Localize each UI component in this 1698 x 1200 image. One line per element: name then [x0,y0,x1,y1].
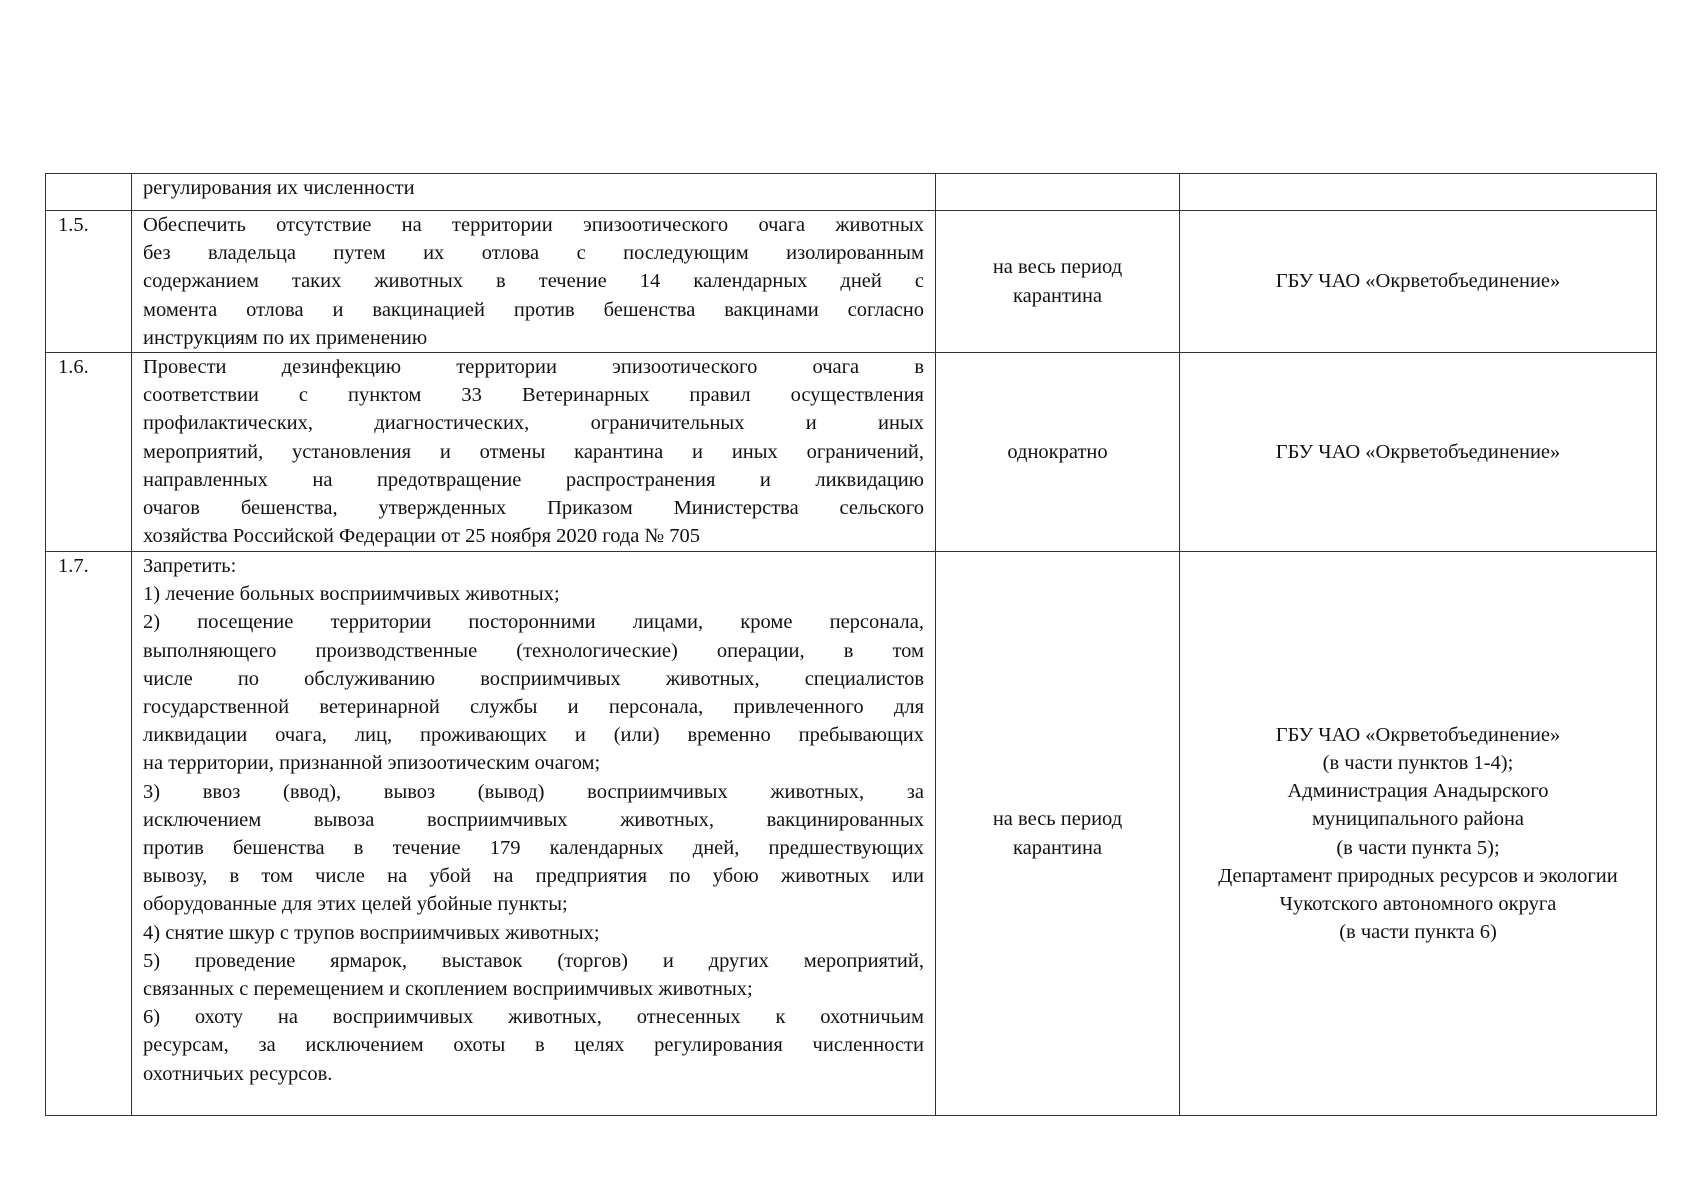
text-line: момента отлова и вакцинацией против бешенства вакцинами согласно [143,298,924,321]
measure-text [132,211,936,353]
responsible-line: муниципального района [1311,808,1525,831]
text-line: без владельца путем их отлова с последующим изолированным [143,242,924,265]
period-line: карантина [1012,284,1103,307]
period-line: однократно [1007,440,1108,463]
row-number: 1.6. [46,353,132,552]
responsible-line: Департамент природных ресурсов и экологии [1218,864,1618,887]
responsible-line: ГБУ ЧАО «Окрветобъединение» [1275,270,1561,293]
text-line: 3) ввоз (ввод), вывоз (вывод) восприимчивых животных, за [143,780,924,803]
responsible-line: ГБУ ЧАО «Окрветобъединение» [1275,440,1561,463]
responsible-line: (в части пункта 6) [1339,921,1497,944]
text-line: 1) лечение больных восприимчивых животных; [143,583,560,606]
text-line: мероприятий, установления и отмены карантина и иных ограничений, [143,440,924,463]
text-line: 5) проведение ярмарок, выставок (торгов) и других мероприятий, [143,949,924,972]
text-line: государственной ветеринарной службы и персонала, привлеченного для [143,696,924,719]
responsible-line: ГБУ ЧАО «Окрветобъединение» [1275,723,1561,746]
period-cell [936,211,1180,353]
text-line: связанных с перемещением и скоплением восприимчивых животных; [143,978,753,1001]
responsible-cell [1180,211,1657,353]
period-line: на весь период [992,256,1123,279]
text-line: выполняющего производственные (технологические) операции, в том [143,639,924,662]
measure-text [132,552,936,1116]
responsible-line: Администрация Анадырского [1287,780,1549,803]
period-cell [936,174,1180,211]
text-line: 6) охоту на восприимчивых животных, отнесенных к охотничьим [143,1006,924,1029]
period-cell [936,552,1180,1116]
text-line: охотничьих ресурсов. [143,1062,333,1085]
responsible-line: (в части пункта 5); [1336,836,1500,859]
text-line: хозяйства Российской Федерации от 25 ноября 2020 года № 705 [143,525,700,548]
responsible-cell [1180,552,1657,1116]
text-line: Провести дезинфекцию территории эпизоотического очага в [143,356,924,379]
text-line: вывозу, в том числе на убой на предприятия по убою животных или [143,865,924,888]
row-number [46,174,132,211]
text-line: регулирования их численности [143,177,415,199]
responsible-cell [1180,353,1657,552]
row-number: 1.7. [46,552,132,1116]
period-line: на весь период [992,808,1123,831]
text-line: 4) снятие шкур с трупов восприимчивых животных; [143,921,600,944]
responsible-line: (в части пунктов 1-4); [1322,751,1514,774]
responsible-line: Чукотского автономного округа [1279,892,1557,915]
text-line: оборудованные для этих целей убойные пункты; [143,893,568,916]
text-line: исключением вывоза восприимчивых животных, вакцинированных [143,808,924,831]
text-line: содержанием таких животных в течение 14 календарных дней с [143,270,924,293]
table-row [46,552,1657,1116]
text-line: на территории, признанной эпизоотическим очагом; [143,752,601,775]
text-line: направленных на предотвращение распространения и ликвидацию [143,468,924,491]
measures-table [45,173,1657,1116]
row-number: 1.5. [46,211,132,353]
table-row [46,211,1657,353]
period-cell [936,353,1180,552]
text-line: числе по обслуживанию восприимчивых животных, специалистов [143,667,924,690]
period-line: карантина [1012,836,1103,859]
text-line: 2) посещение территории посторонними лицами, кроме персонала, [143,611,924,634]
text-line: профилактических, диагностических, ограничительных и иных [143,412,924,435]
text-line: Запретить: [143,555,237,578]
text-line: инструкциям по их применению [143,326,428,349]
table-row [46,174,1657,211]
measure-text [132,174,936,211]
text-line: против бешенства в течение 179 календарных дней, предшествующих [143,837,924,860]
text-line: ликвидации очага, лиц, проживающих и (или) временно пребывающих [143,724,924,747]
responsible-cell [1180,174,1657,211]
text-line: соответствии с пунктом 33 Ветеринарных правил осуществления [143,384,924,407]
text-line: ресурсам, за исключением охоты в целях регулирования численности [143,1034,924,1057]
text-line: очагов бешенства, утвержденных Приказом Министерства сельского [143,497,924,520]
text-line: Обеспечить отсутствие на территории эпизоотического очага животных [143,214,924,236]
table-row [46,353,1657,552]
measure-text [132,353,936,552]
